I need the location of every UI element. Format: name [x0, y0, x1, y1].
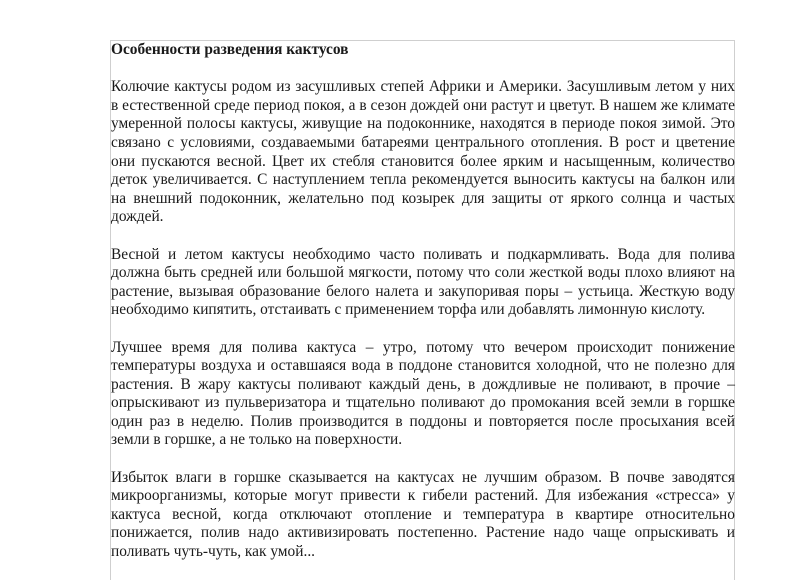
paragraph-3: Лучшее время для полива кактуса – утро, потому что вечером происходит понижение температуры воздуха и оставшаяся вода в поддоне становится холодной, что не полезно для растения. В жару кактусы поливают каждый день, в дождливые не поливают, в прочие – опрыскивают из пульверизатора и тщательно поливают до промокания всей земли в горшке один раз в неделю. Полив производится в поддоны и повторяется после просыхания всей земли в горшке, а не только на поверхности.	[111, 338, 735, 449]
document-body[interactable]	[111, 41, 735, 580]
document-title: Особенности разведения кактусов	[111, 41, 349, 58]
paragraph-1: Колючие кактусы родом из засушливых степей Африки и Америки. Засушливым летом у них в естественной среде период покоя, а в сезон дождей они растут и цветут. В нашем же климате умеренной полосы кактусы, живущие на подоконнике, находятся в периоде покоя зимой. Это связано с условиями, создаваемыми батареями центрального отопления. В рост и цветение они пускаются весной. Цвет их стебля становится более ярким и насыщенным, количество деток увеличивается. С наступлением тепла рекомендуется выносить кактусы на балкон или на внешний подоконник, желательно под козырек для защиты от яркого солнца и частых дождей.	[111, 78, 735, 226]
paragraph-2: Весной и летом кактусы необходимо часто поливать и подкармливать. Вода для полива должна быть средней или большой мягкости, потому что соли жесткой воды плохо влияют на растение, вызывая образование белого налета и закупоривая поры – устьица. Жесткую воду необходимо кипятить, отстаивать с применением торфа или добавлять лимонную кислоту.	[111, 245, 735, 319]
paragraph-4: Избыток влаги в горшке сказывается на кактусах не лучшим образом. В почве заводятся микроорганизмы, которые могут привести к гибели растений. Для избежания «стресса» у кактуса весной, когда отключают отопление и температура в квартире относительно понижается, полив надо активизировать постепенно. Растение надо чаще опрыскивать и поливать чуть-чуть, как умой...	[111, 468, 735, 561]
